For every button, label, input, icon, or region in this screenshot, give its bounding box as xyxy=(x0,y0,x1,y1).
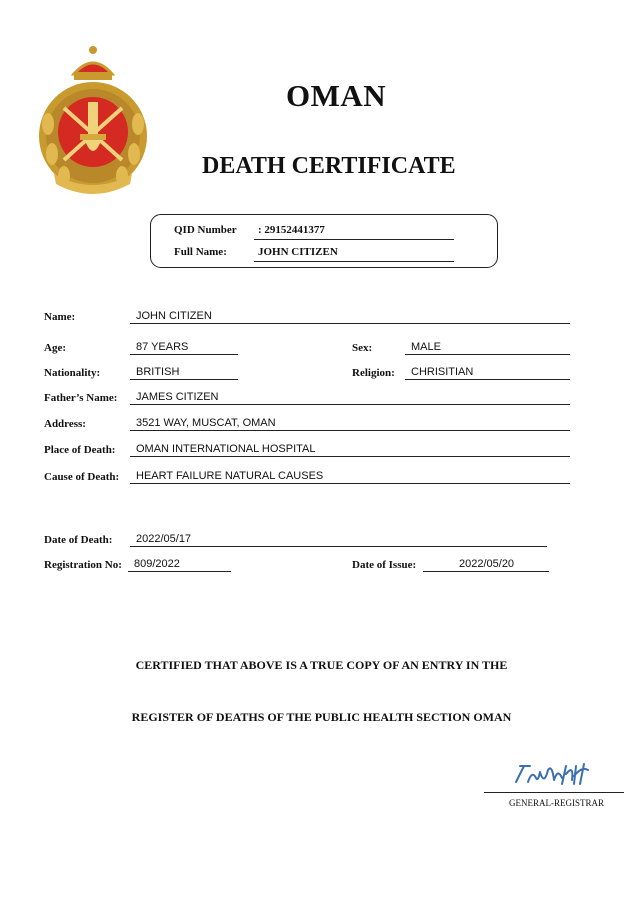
place-of-death-value: OMAN INTERNATIONAL HOSPITAL xyxy=(136,443,316,455)
father-name-label: Father’s Name: xyxy=(44,392,118,404)
date-of-death-line xyxy=(130,530,547,547)
registrar-title: GENERAL-REGISTRAR xyxy=(509,798,604,808)
date-of-issue-value: 2022/05/20 xyxy=(459,558,515,570)
qid-label: QID Number xyxy=(174,224,237,236)
fullname-label: Full Name: xyxy=(174,246,227,258)
registrar-signature xyxy=(510,760,596,790)
address-label: Address: xyxy=(44,418,86,430)
certification-line-1: CERTIFIED THAT ABOVE IS A TRUE COPY OF AN ENTRY IN THE xyxy=(135,658,508,672)
registration-no-label: Registration No: xyxy=(44,559,122,571)
oman-emblem-logo xyxy=(34,44,152,194)
age-label: Age: xyxy=(44,342,66,354)
qid-underline xyxy=(254,223,454,240)
nationality-value: BRITISH xyxy=(136,366,180,378)
date-of-death-label: Date of Death: xyxy=(44,534,113,546)
document-title: DEATH CERTIFICATE xyxy=(202,153,456,179)
father-name-value: JAMES CITIZEN xyxy=(136,391,219,403)
registration-no-value: 809/2022 xyxy=(134,558,180,570)
name-value: JOHN CITIZEN xyxy=(136,310,212,322)
cause-of-death-value: HEART FAILURE NATURAL CAUSES xyxy=(136,470,324,482)
fullname-value: JOHN CITIZEN xyxy=(258,246,338,258)
qid-value: : 29152441377 xyxy=(258,224,325,236)
certification-line-2: REGISTER OF DEATHS OF THE PUBLIC HEALTH SECTION OMAN xyxy=(131,710,512,724)
signature-line xyxy=(484,792,624,793)
date-of-death-value: 2022/05/17 xyxy=(136,533,192,545)
fullname-underline xyxy=(254,245,454,262)
sex-value: MALE xyxy=(411,341,441,353)
sex-label: Sex: xyxy=(352,342,373,354)
age-value: 87 YEARS xyxy=(136,341,189,353)
religion-label: Religion: xyxy=(352,367,395,379)
cause-of-death-label: Cause of Death: xyxy=(44,471,120,483)
date-of-issue-label: Date of Issue: xyxy=(352,559,417,571)
place-of-death-label: Place of Death: xyxy=(44,444,116,456)
nationality-label: Nationality: xyxy=(44,367,101,379)
country-heading: OMAN xyxy=(286,78,387,113)
address-value: 3521 WAY, MUSCAT, OMAN xyxy=(136,417,276,429)
name-label: Name: xyxy=(44,311,76,323)
religion-value: CHRISITIAN xyxy=(411,366,474,378)
